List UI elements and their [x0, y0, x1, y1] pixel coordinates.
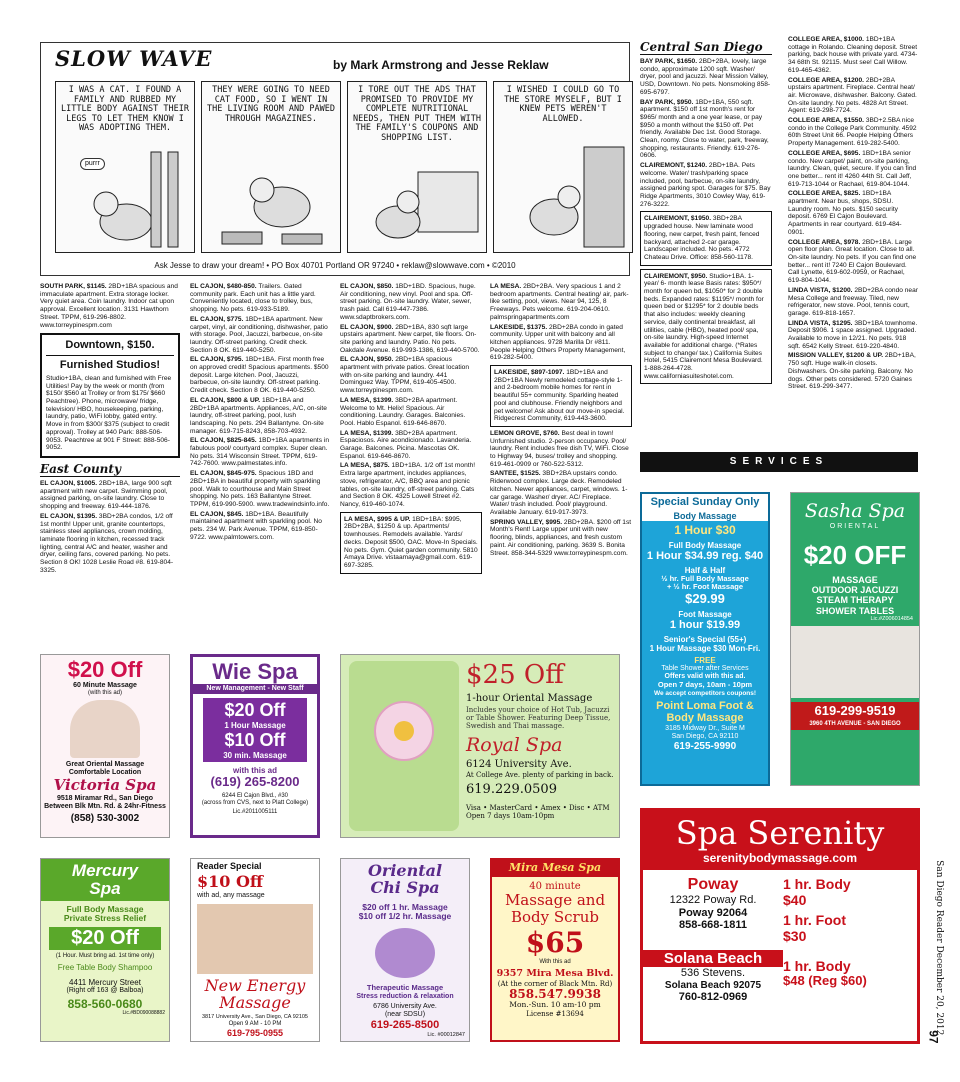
ad-line: Senior's Special (55+) [663, 634, 747, 644]
ad-business-name: Spa Serenity [643, 811, 917, 852]
ad-line: 40 minute [529, 880, 581, 892]
page-sidebar [924, 860, 948, 1050]
ad-sub: ORIENTAL [829, 522, 881, 530]
ad-line: SHOWER TABLES [815, 605, 895, 616]
ad-hours: Open 9 AM - 10 PM [228, 1020, 282, 1027]
listing: COLLEGE AREA, $1200. 2BD+2BA upstairs apartment. Fireplace. Central heat/ air. Microwave, dishwasher. Balcony. Gated. On-site laundry. No pets. 4828 Art Street. Agent: 619-298-7724. [788, 76, 917, 115]
massage-photo [791, 626, 919, 698]
ad-note: with this ad [233, 766, 277, 776]
downtown-box [40, 333, 180, 458]
ad-license: Lic.#BD090088882 [122, 1010, 165, 1017]
listing: SANTEE, $1525. 3BD+2BA upstairs condo. Riderwood complex. Large deck. Remodeled kitchen. Newer appliances, carpet, windows. 1-car garage. Washer/ dryer. AC/ Fireplace. Water/ trash included. Pool/ playground. Available January. 619-917-3973. [490, 470, 628, 516]
listing: COLLEGE AREA, $978. 2BD+1BA. Large open floor plan. Great location. Close to all. On-site laundry. No pets. If you can find one better... rent it! 7240 El Cajon Boulevard. Call Lynette, 619-602-0959, or Rachael, 619-804-1044. [788, 238, 917, 285]
ad-address: 9357 Mira Mesa Blvd. [496, 967, 614, 979]
listing-box: CLAIREMONT, $950. Studio+1BA. 1-year/ 6- month lease Basis rates: $950*/ month for queen bd, $1050* for 2 double beds. Expanded rates: $1195*/ month for queen bed or $1295* for 2 double beds that also includes: weekly cleaning service, daily continental breakfast, all utilities, cable (HBO), heated pool/ spa, on-site laundry. High-speed Internet available for additional charge. (*Rates subject to change/ tax.) California Suites Hotel, 5415 Clairemont Mesa Boulevard. 1-888-264-4728. www.californiasuiteshotel.com. [640, 269, 772, 385]
ad-headline: $20 Off [67, 657, 143, 682]
listing: EL CAJON, $795. 1BD+1BA. First month free on approved credit! Spacious apartments. $500 deposit. Large kitchen. Pool, Jacuzzi, barbecue, on-site laundry. Off-street parking. Credit check. Section 8 OK. 619-440-5250. [190, 356, 329, 395]
ad-price: $40 [783, 891, 807, 908]
ad-address: 6244 El Cajon Blvd., #30 [221, 793, 289, 800]
ad-line: Full Body Massage [66, 903, 144, 914]
ad-license: License #13694 [526, 1010, 584, 1019]
ad-city: Poway [687, 875, 739, 893]
ad-line: We accept competitors coupons! [653, 690, 757, 698]
listing: EL CAJON, $950. 2BD+1BA spacious apartment with private patios. Great location with on-site parking and laundry. 441 Dominguez Way. TPPM, 619-405-4500. www.torreypinespm.com. [340, 356, 470, 395]
listing: CLAIREMONT, $1240. 2BD+1BA. Pets welcome. Water/ trash/parking space included, pool, barbecue, on-site laundry, assigned parking spot. Garages for $75. Bay Ridge Apartments, 3010 Cowley Way, 619-276-3222. [640, 162, 771, 208]
ad-note: (with this ad) [87, 690, 122, 697]
listing: COLLEGE AREA, $1550. 3BD+2.5BA nice condo in the College Park Community. 4592 60th Street Unit 66. People Helping Others Property Management. 619-282-5400. [788, 117, 917, 148]
ad-cards: Visa • MasterCard • Amex • Disc • ATM [466, 803, 610, 812]
ad-license: Lic.#2011005111 [232, 809, 278, 815]
ad-address: 3185 Midway Dr., Suite M [665, 724, 745, 732]
ad-line: Table Shower after Services [661, 665, 749, 673]
ad-line: ½ hr. Full Body Massage [661, 573, 749, 583]
ad-business-name: Victoria Spa [53, 776, 157, 795]
section-east-county: East County [40, 462, 180, 477]
ad-address: (near SDSU) [384, 1010, 426, 1018]
ad-business-name: New Energy Massage [204, 975, 306, 1012]
ad-sasha-spa [790, 492, 920, 786]
ad-address: (At the corner of Black Mtn. Rd) [497, 979, 613, 988]
ad-address: (across from CVS, next to Platt College) [201, 800, 309, 807]
ad-address: 3817 University Ave., San Diego, CA 92105 [202, 1014, 308, 1021]
ad-business-name: Oriental Chi Spa [367, 861, 443, 897]
listing: EL CAJON, $480-850. Trailers. Gated community park. Each unit has a little yard. Conveniently located, close to trolley, bus, shopping. No pets. 619-933-5189. [190, 283, 316, 314]
listing: COLLEGE AREA, $695. 1BD+1BA senior condo. New carpet/ paint, on-site parking, laundry. Clean, quiet, secure. If you can find one better... rent it! 4260 44th St. Call Jeff, 619-713-1044 or Rachael, 619-804-1044. [788, 149, 917, 188]
ad-point-loma-massage [640, 492, 770, 786]
ad-line: FREE [694, 656, 716, 666]
ad-headline: Special Sunday Only [642, 494, 768, 511]
listing: BAY PARK, $950. 1BD+1BA, 550 sqft. apartment. $150 off 1st month's rent for $965/ month and a one year lease, or pay $950 a month without the $150 off. Pet friendly. Available Dec 1st. Good Storage. Clean, roomy. Close to water, park, freeway, shopping, restaurants. Friendly. 619-276-0606. [640, 98, 769, 160]
listing-box: CLAIREMONT, $1950. 3BD+2BA upgraded house. New laminate wood flooring, new carpet, fresh paint, fenced backyard, attached 2-car garage. Landscaper included. No pets. 4772 Chateau Drive. Office: 858-560-1178. [640, 211, 772, 265]
lotus-icon [375, 928, 435, 978]
ad-line: Offers valid with this ad. [664, 673, 746, 681]
ad-note: with ad, any massage [197, 891, 265, 899]
ad-business-name: Royal Spa [466, 733, 563, 756]
ad-offer: 1 hr. Body [783, 957, 851, 974]
ad-address: At College Ave. plenty of parking in back. [466, 770, 614, 779]
ad-price: 1 hour $19.99 [669, 619, 741, 632]
listing: LEMON GROVE, $760. Best deal in town! Unfurnished studio. 2-person occupancy. Pool/ laundry. Rent includes free dish TV, WiFi. Close to Highway 94, buses/ trolley and shopping. 619-461-0909 or 760-522-5312. [490, 429, 629, 468]
ad-label: Reader Special [197, 861, 262, 871]
ad-business-name: Wie Spa [212, 659, 298, 684]
ad-license: Lic. #00012847 [427, 1031, 465, 1038]
flower-illustration [349, 661, 459, 831]
listing: LA MESA, $875. 1BD+1BA. 1/2 off 1st month! Extra large apartment, includes appliances, stove, refrigerator, A/C, BBQ area and picnic tables, on-site laundry, off-street parking. Cats and Section 8 OK. 4325 Lowell Street #2. Nancy, 619-460-1074. [340, 462, 476, 508]
ad-address: Poway 92064 [678, 906, 748, 919]
listing: SPRING VALLEY, $995. 2BD+2BA. $200 off 1st Month's Rent! Large upper unit with new flooring, blinds, appliances, and fresh custom paint. Air conditioning, parking. 3639 S. Bonita Street. 858-344-5329 www.torreypinespm.com. [490, 518, 632, 557]
ad-oriental-chi-spa [340, 858, 470, 1042]
ad-phone: (858) 530-3002 [70, 812, 140, 824]
ad-line: 30 min. Massage [223, 750, 287, 760]
ad-line: Half & Half [684, 565, 726, 575]
ad-headline: $20 Off [49, 927, 161, 950]
ad-address: Solana Beach 92075 [664, 979, 762, 991]
ad-line: 1-hour Oriental Massage [466, 692, 593, 704]
ad-victoria-spa [40, 654, 170, 838]
ad-phone: 619-255-9990 [673, 740, 737, 752]
services-header: SERVICES [640, 452, 918, 472]
page-number: 97 [926, 1030, 941, 1044]
ad-hours: Mon.-Sun. 10 am-10 pm [509, 1000, 601, 1010]
ad-address: (Right off 163 @ Balboa) [66, 987, 144, 995]
ad-line: + ½ hr. Foot Massage [666, 582, 744, 592]
ad-phone: 619-299-9519 [791, 702, 919, 721]
ad-line: Great Oriental Massage [65, 761, 145, 769]
ad-description: Includes your choice of Hot Tub, Jacuzzi or Table Shower. Featuring Deep Tissue, Swedish and Thai massage. [466, 706, 611, 731]
ad-price: $30 [783, 927, 807, 944]
ad-price: $65 [525, 925, 585, 959]
ad-offer: 1 hr. Body [783, 875, 851, 892]
listing: EL CAJON, $1005. 2BD+1BA, large 900 sqft apartment with new carpet. Swimming pool, assigned parking, on-site laundry. Close to shopping and freeway. 619-444-1876. [40, 480, 172, 511]
comic-footer: Ask Jesse to draw your dream! • PO Box 40701 Portland OR 97240 • reklaw@slowwave.com • ©2010 [154, 260, 516, 270]
comic-panel-3 [347, 81, 487, 253]
ad-line: Free Table Body Shampoo [57, 963, 153, 973]
listing: BAY PARK, $1650. 2BD+2BA, lovely, large condo, approximate 1200 sqft. Washer/ dryer, pool and jacuzzi. Near Mission Valley, USD, Downtown. No pets. Nonsmoking 858-695-6797. [640, 58, 771, 96]
listing: EL CAJON, $845. 1BD+1BA. Beautifully maintained apartment with sparkling pool. No pets. 234 W. Park Avenue. TPPM, 619-850-9722. www.palmtowers.com. [190, 510, 322, 541]
purr-bubble: purrr [80, 158, 105, 170]
ad-price: $20 Off [224, 700, 286, 721]
ad-business-name: Mercury Spa [41, 859, 169, 901]
massage-photo [197, 904, 313, 974]
ad-headline: $25 Off [466, 660, 564, 690]
classified-column-6 [788, 36, 918, 393]
ad-sub: Body Massage [642, 511, 768, 521]
ad-line: $10 off 1/2 hr. Massage [358, 911, 452, 922]
ad-line: Therapeutic Massage [366, 983, 444, 993]
ad-business-name: Sasha Spa [804, 500, 906, 522]
ad-line: STEAM THERAPY [816, 595, 894, 606]
ad-line: Private Stress Relief [63, 913, 147, 924]
box-heading: Downtown, $150. [46, 339, 174, 356]
listing: EL CAJON, $845-975. Spacious 1BD and 2BD+1BA in beautiful property with sparkling pool. Walk to courthouse and Main Street shopping. No pets. 163 Ballantyne Street. TPPM, 619-990-5900. www.tradewindsinfo.info. [190, 470, 330, 508]
ad-price: $29.99 [685, 591, 725, 607]
ad-spa-serenity [640, 808, 920, 1044]
ad-price: 1 Hour Massage $30 Mon-Fri. [649, 644, 761, 653]
section-central-san-diego: Central San Diego [640, 40, 772, 55]
publication-date: San Diego Reader December 20, 2012 [934, 860, 945, 1036]
ad-line: Massage and [504, 891, 606, 910]
ad-phone: 760-812-0969 [678, 991, 748, 1004]
ad-address: 536 Stevens. [680, 967, 746, 980]
panel-2-text: THEY WERE GOING TO NEED CAT FOOD, SO I WENT IN THE LIVING ROOM AND PAWED THROUGH MAGAZINES. [207, 85, 335, 124]
classified-column-4 [490, 283, 632, 559]
ad-phone: 858.547.9938 [509, 986, 601, 1001]
box-text: Studio+1BA, clean and furnished with Free Utilities! Pay by the week or month (from $150/ $560 at Trolley or from $175/ $660 Peachtree). Phone, microwave/ fridge, television/ HBO, housekeeping, parking, laundry, patio, WiFi lobby, gated entry. Move in from $300/ $375 (subject to credit approval). Trolley at 940 Park: 888-506-9053. Peachtree at 901 F Street: 888-506-9052. [46, 374, 172, 452]
comic-authors: by Mark Armstrong and Jesse Reklaw [333, 58, 549, 72]
listing: EL CAJON, $800 & UP. 1BD+1BA and 2BD+1BA apartments. Appliances, A/C, on-site laundry, off-street parking, pool, lush landscaping. No pets. 294 Ballantyne. On-site manager. 619-715-8243, 858-703-4932. [190, 396, 327, 435]
comic-title: SLOW WAVE [55, 46, 213, 71]
ad-line: Body Scrub [510, 908, 599, 927]
ad-phone: 619-265-8500 [370, 1018, 440, 1031]
comic-strip [40, 42, 630, 276]
ad-business-name: Point Loma Foot & Body Massage [656, 699, 754, 725]
ad-line: $20 off 1 hr. Massage [362, 901, 448, 912]
ad-note: (1 Hour. Must bring ad. 1st time only) [55, 953, 155, 960]
comic-panel-1 [55, 81, 195, 253]
listing: LAKESIDE, $1375. 2BD+2BA condo in gated community. Upper unit with balcony and all kitchen appliances. 9728 Marilla Dr #811. People Helping Others Property Management, 619-282-5400. [490, 323, 626, 362]
classified-column-1 [40, 283, 180, 576]
panel-4-art [494, 142, 634, 252]
ad-new-energy-massage [190, 858, 320, 1042]
ad-address: 3960 4TH AVENUE - SAN DIEGO [791, 721, 919, 730]
ad-offer: 1 hr. Foot [783, 911, 846, 928]
listing-box: LAKESIDE, $897-1097. 1BD+1BA and 2BD+1BA Newly remodeled cottage-style 1- and 2-bedroom mobile homes for rent in beautiful 55+ community. Sparkling heated pool and clubhouse. Friendly neighbors and pet welcome! Ask about our move-in special. Ridgecrest Community, 619-443-3600. [490, 365, 632, 427]
listing: MISSION VALLEY, $1200 & UP. 2BD+1BA, 750 sqft. Huge walk-in closets. Dishwashers. On-site parking. Balcony. No dogs. Other pets considered. 5720 Gaines Street. 619-299-3477. [788, 352, 916, 391]
classified-column-2 [190, 283, 330, 544]
ad-hours: Open 7 days, 10am - 10pm [657, 680, 753, 690]
classified-column-3 [340, 283, 482, 577]
ad-address: 9518 Miramar Rd., San Diego [56, 794, 154, 802]
ad-phone: 858-668-1811 [679, 919, 747, 932]
ad-address: 12322 Poway Rd. [669, 893, 757, 906]
panel-3-art [348, 152, 488, 252]
classified-column-5 [640, 36, 772, 387]
ad-note: With this ad [539, 958, 571, 965]
panel-1-art [56, 142, 196, 252]
ad-phone: 619.229.0509 [466, 781, 557, 797]
listing: LA MESA, $1399. 3BD+2BA apartment. Welcome to Mt. Helix! Spacious. Air conditioning. Laundry. Garages. Balconies. Pool. Hablo Espanol. 619-646-8670. [340, 396, 466, 427]
ad-address: 6786 University Ave. [373, 1002, 437, 1010]
ad-mira-mesa-spa [490, 858, 620, 1042]
comic-panel-4 [493, 81, 633, 253]
ad-business-name: Mira Mesa Spa [492, 860, 618, 877]
ad-price: $48 (Reg $60) [783, 973, 867, 989]
ad-address: 4411 Mercury Street [69, 978, 141, 988]
ad-address: San Diego, CA 92110 [671, 732, 739, 740]
ad-address: Between Blk Mtn. Rd. & 24hr-Fitness [44, 802, 166, 810]
panel-3-text: I TORE OUT THE ADS THAT PROMISED TO PROVIDE MY COMPLETE NUTRITIONAL NEEDS, THEN PUT THEM WITH THE FAMILY'S COUPONS AND SHOPPING LIST. [353, 85, 481, 143]
listing: LA MESA. 2BD+2BA. Very spacious 1 and 2 bedroom apartments. Central heating/ air, park-like setting, pool, views. Near 94, 125, 8 Freeways. Pets welcome. 619-204-0610. palmspringapartments.com [490, 283, 629, 321]
listing-box: LA MESA, $995 & UP. 1BD+1BA: $995, 2BD+2BA, $1250 & up. Apartments/ townhouses. Remodels available. Yards/ decks. Deposit $500, OAC. Move-In Specials. No pets. Gym. Quiet garden community. 5810 Amaya Drive. vistaamaya@gmail.com. 619-697-3285. [340, 512, 482, 574]
ad-line: Comfortable Location [68, 769, 142, 777]
ad-price: 1 Hour $34.99 reg. $40 [646, 549, 764, 562]
listing: EL CAJON, $1395. 3BD+2BA condos, 1/2 off 1st month! Upper unit, granite countertops, stainless steel appliances, crown molding, laminate flooring in kitchen, recessed track lighting, central A/C and heater, washer and dryer, ceiling fans, covered parking. No pets. Section 8 OK! 1028 Leslie Road #8. 619-804-3325. [40, 512, 174, 574]
listing: LA MESA, $1399. 3BD+2BA apartment. Espaciosos. Aire acondicionado. Lavanderia. Garage. Balcones. Picina. Mascotas OK. Espanol. 619-646-8670. [340, 429, 472, 460]
ad-headline: $10 Off [197, 872, 264, 892]
ad-price: $10 Off [224, 730, 286, 751]
ad-line: OUTDOOR JACUZZI [811, 585, 899, 596]
comic-panel-2 [201, 81, 341, 253]
ad-mercury-spa [40, 858, 170, 1042]
ad-line: 1 Hour Massage [224, 721, 286, 731]
listing: EL CAJON, $775. 1BD+1BA apartment. New carpet, vinyl, air conditioning, dishwasher, patio with storage. Pool, Jacuzzi, barbecue, on-site laundry. Off-street parking. Credit check. Section 8 OK. 619-440-5250. [190, 315, 328, 354]
ad-wie-spa [190, 654, 320, 838]
ad-phone: (619) 265-8200 [210, 774, 300, 790]
ad-line: Stress reduction & relaxation [356, 992, 454, 1000]
panel-4-text: I WISHED I COULD GO TO THE STORE MYSELF, BUT I KNEW PETS WEREN'T ALLOWED. [504, 85, 622, 124]
ad-license: Lic.#Z006014854 [870, 616, 913, 623]
listing: SOUTH PARK, $1145. 2BD+1BA spacious and immaculate apartment. Extra storage locker. Very quiet area. Coin laundry. Indoor cat upon approval. Excellent location. 3131 Hawthorn Street. TPPM, 619-296-8802. www.torreypinespm.com [40, 283, 178, 329]
ad-price: 1 Hour $30 [674, 522, 736, 537]
ad-sub: 60 Minute Massage [73, 682, 137, 690]
ad-line: MASSAGE [832, 574, 878, 585]
listing: EL CAJON, $850. 1BD+1BD. Spacious, huge. Air conditioning, new vinyl. Pool and spa. Off-street parking. On-site laundry. Water, sewer, trash paid. Call 619-447-7386. www.sdaptbrokers.com. [340, 283, 476, 321]
listing: EL CAJON, $900. 2BD+1BA, 830 sqft large upstairs apartment. New carpet, tile floors. On-site parking and laundry. Patio. No pets. Oakdale Avenue. 619-993-1386, 619-440-5700. [340, 323, 480, 354]
panel-1-text: I WAS A CAT. I FOUND A FAMILY AND RUBBED MY LITTLE BODY AGAINST THEIR LEGS TO LET THEM KNOW I WAS ADOPTING THEM. [61, 85, 189, 134]
ad-line: Full Body Massage [668, 540, 742, 550]
ad-sub: New Management - New Staff [193, 684, 317, 694]
ad-royal-spa [340, 654, 620, 838]
ad-hours: Open 7 days 10am-10pm [466, 811, 555, 820]
panel-2-art [202, 142, 342, 252]
listing: EL CAJON, $825-845. 1BD+1BA apartments in fabulous pool/ courtyard complex. Super clean. No pets. 314 Wisconsin Street. TPPM, 619-742-7600. www.palmestates.info. [190, 437, 329, 468]
listing: LINDA VISTA, $1295. 3BD+1BA townhome. Deposit $906. 1 space assigned. Upgraded. Available to move in 12/21. No pets. 918 sqft. 6542 Kelly Street. 619-220-4840. [788, 319, 918, 350]
ad-address: 6124 University Ave. [466, 759, 572, 771]
ad-line: Foot Massage [678, 609, 732, 619]
listing: COLLEGE AREA, $825. 1BD+1BA apartment. Near bus, shops, SDSU. Laundry room. No pets. $150 security deposit. 6769 El Cajon Boulevard. Apartments in rear courtyard. 619-484-0901. [788, 190, 902, 236]
ad-headline: $20 OFF [803, 539, 907, 570]
box-subheading: Furnished Studios! [59, 359, 161, 372]
ad-website: serenitybodymassage.com [643, 852, 917, 870]
woman-photo [70, 700, 140, 758]
ad-phone: 619-795-0955 [226, 1027, 284, 1038]
ad-city: Solana Beach [643, 950, 783, 967]
ad-phone: 858-560-0680 [67, 996, 143, 1011]
listing: LINDA VISTA, $1200. 2BD+2BA condo near Mesa College and freeway. Tiled, new refrigerator, new stove. Pool, tennis court, garage. 619-818-1657. [788, 286, 918, 317]
listing: COLLEGE AREA, $1000. 1BD+1BA cottage in Rolando. Cleaning deposit. Street parking, back house with private yard. 4734-34 68th St. 92115. Must see! Call Willow. 619-465-4362. [788, 36, 918, 74]
